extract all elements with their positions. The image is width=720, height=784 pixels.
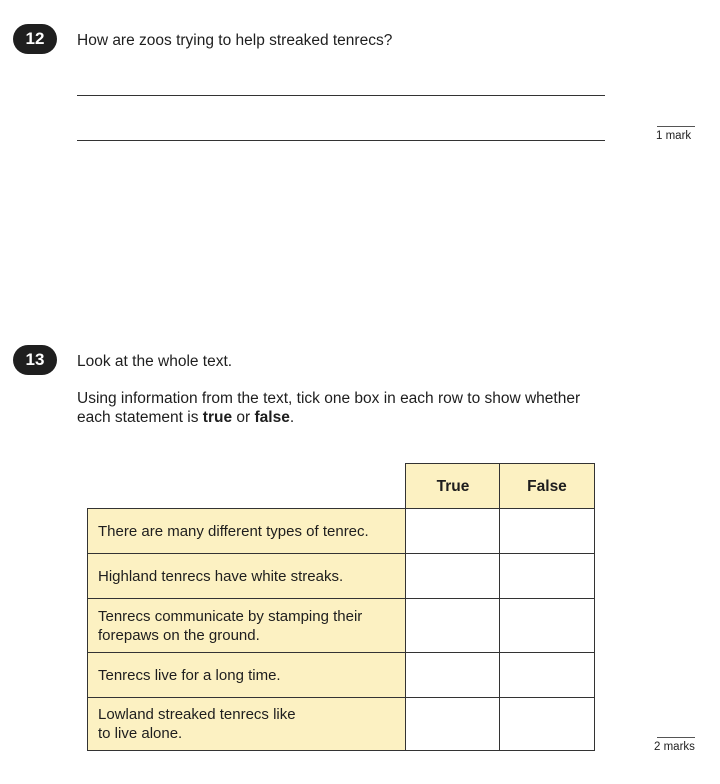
question-12-prompt: How are zoos trying to help streaked tenrecs? [77,32,393,49]
statement-5-line-1: Lowland streaked tenrecs like [98,705,296,723]
mark-label-q13: 2 marks [654,741,695,753]
row-4-false-box[interactable] [499,652,595,699]
row-5-true-box[interactable] [405,697,501,751]
row-5-false-box[interactable] [499,697,595,751]
instruction-true-word: true [202,409,233,426]
statement-1-text: There are many different types of tenrec. [98,522,369,540]
question-13-intro: Look at the whole text. [77,353,233,370]
statement-3-line-2: forepaws on the ground. [98,627,260,644]
row-1-true-box[interactable] [405,508,501,555]
statement-2 [87,553,407,600]
statement-3 [87,598,407,654]
statement-5-text [98,705,296,744]
statement-5-line-2: to live alone. [98,725,183,742]
row-4-true-box[interactable] [405,652,501,699]
row-2-false-box[interactable] [499,553,595,600]
statement-1 [87,508,407,555]
row-1-false-box[interactable] [499,508,595,555]
instruction-false-word: false [254,409,290,426]
answer-line-2[interactable] [77,140,605,141]
answer-line-1[interactable] [77,95,605,96]
question-13-number: 13 [13,345,57,375]
statement-4 [87,652,407,699]
statement-4-text: Tenrecs live for a long time. [98,666,281,684]
instruction-or: or [232,409,255,426]
statement-3-text [98,607,362,646]
mark-rule-q13 [657,737,695,738]
statement-2-text: Highland tenrecs have white streaks. [98,567,344,585]
question-12-number: 12 [13,24,57,54]
table-header-true: True [405,463,501,510]
statement-5 [87,697,407,751]
row-3-false-box[interactable] [499,598,595,654]
mark-label-q12: 1 mark [656,130,692,142]
instruction-text: each statement is [77,409,203,426]
instruction-period: . [289,409,295,426]
statement-3-line-1: Tenrecs communicate by stamping their [98,607,363,625]
mark-rule-q12 [657,126,695,127]
question-13-instruction-line-2 [77,408,294,428]
row-3-true-box[interactable] [405,598,501,654]
table-header-false: False [499,463,595,510]
question-13-instruction-line-1: Using information from the text, tick one box in each row to show whether [77,390,581,407]
row-2-true-box[interactable] [405,553,501,600]
